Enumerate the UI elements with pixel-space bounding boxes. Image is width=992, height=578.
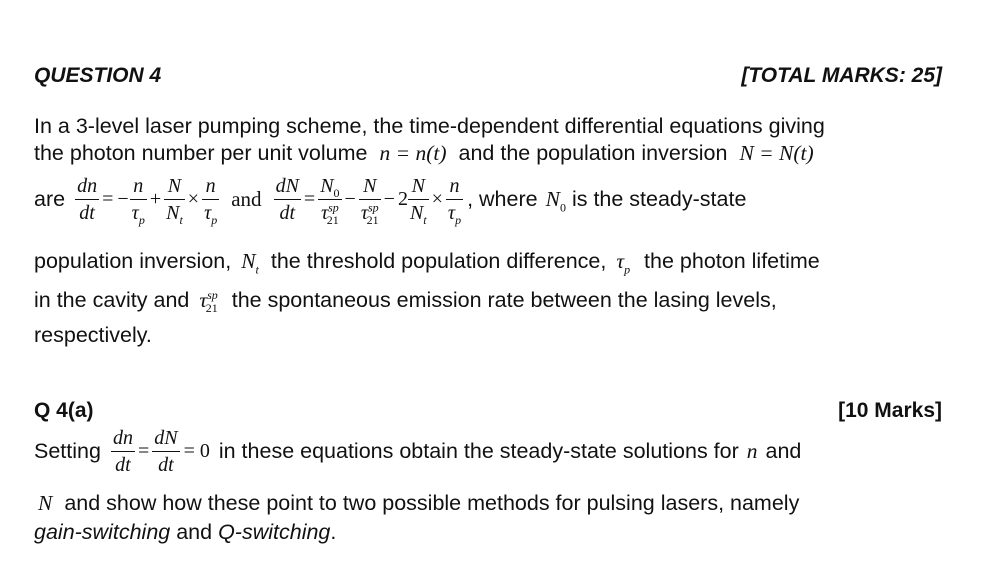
N-numerator: N (164, 176, 185, 200)
tau-p-denominator-3: $\tau_p$ (447, 202, 462, 227)
and-text-a2: and (176, 520, 213, 544)
tau-p-symbol: $\tau_p$ (616, 249, 631, 277)
minus-sign: − (117, 188, 129, 210)
equation-line (34, 175, 747, 227)
minus-sign-2: − (344, 188, 356, 210)
intro-line-2a: the photon number per unit volume (34, 141, 368, 165)
intro-line-2 (34, 141, 814, 166)
dn-dt-fraction (75, 176, 99, 223)
part-a-line-1 (34, 428, 801, 475)
gain-switching-text: gain-switching (34, 520, 171, 544)
N-over-Nt-fraction-2 (408, 175, 429, 227)
dn-dt-fraction-a (111, 428, 135, 475)
dn-numerator-a: dn (111, 428, 135, 452)
n-over-tau-fraction-2 (202, 175, 219, 227)
equals-sign: = (102, 188, 114, 210)
intro-line-5a: in the cavity and (34, 288, 190, 312)
n-numerator: n (130, 176, 147, 200)
n-over-tau-fraction-3 (446, 175, 463, 227)
N-numerator-2: N (359, 176, 381, 200)
tau21-denominator-2: $\tau^{sp}_{21}$ (360, 200, 379, 227)
dt-denominator-a2: dt (158, 454, 174, 476)
part-a-line-1b: in these equations obtain the steady-state solutions for (218, 439, 739, 463)
intro-line-4c: the photon lifetime (644, 249, 820, 273)
and-text-a: and (765, 439, 802, 463)
dN-dt-fraction-a (152, 428, 179, 475)
N-over-Nt-fraction (164, 175, 185, 227)
n-symbol-a: n (746, 439, 758, 463)
intro-line-5b: the spontaneous emission rate between the lasing levels, (231, 288, 777, 312)
part-a-line-2 (34, 491, 799, 516)
two-coefficient: 2 (397, 188, 408, 210)
steady-state-text: is the steady-state (571, 187, 747, 211)
Nt-symbol: $N_t$ (241, 249, 259, 277)
equals-sign-2: = (303, 188, 316, 210)
part-a-label: Q 4(a) (34, 399, 94, 422)
are-text: are (34, 187, 66, 211)
and-text: and (231, 187, 262, 211)
period: . (330, 520, 337, 544)
tau21-denominator: $\tau^{sp}_{21}$ (320, 200, 339, 227)
intro-line-2b: and the population inversion (458, 141, 728, 165)
N-over-tau21-fraction (359, 175, 381, 227)
tau21-symbol: $\tau^{sp}_{21}$ (199, 287, 218, 316)
Nt-denominator-2: $N_t$ (409, 202, 427, 227)
dN-numerator-a: dN (152, 428, 179, 452)
dt-denominator-a: dt (115, 454, 131, 476)
tau-p-denominator: $\tau_p$ (131, 202, 145, 227)
N-numerator-3: N (408, 176, 429, 200)
n-numerator-3: n (446, 176, 463, 200)
where-text: , where (467, 187, 538, 211)
question-title: QUESTION 4 (34, 64, 162, 87)
dN-numerator: dN (274, 176, 301, 200)
q-switching-text: Q-switching (218, 520, 331, 544)
n-definition: n = n(t) (379, 141, 447, 165)
n-numerator-2: n (202, 176, 219, 200)
minus-sign-3: − (383, 188, 395, 210)
times-sign-2: × (431, 188, 443, 210)
n-over-tau-fraction (130, 175, 147, 227)
dN-dt-fraction (274, 176, 301, 223)
intro-line-6: respectively. (34, 323, 152, 347)
part-a-marks: [10 Marks] (838, 399, 942, 422)
intro-line-4a: population inversion, (34, 249, 232, 273)
N0-numerator: $N_0$ (320, 175, 340, 200)
dn-numerator: dn (75, 176, 99, 200)
N0-over-tau21-fraction (318, 175, 341, 227)
setting-text: Setting (34, 439, 101, 463)
part-a-line-3 (34, 520, 336, 545)
Nt-denominator: $N_t$ (166, 202, 183, 227)
dt-denominator: dt (79, 202, 95, 224)
equals-zero: = 0 (183, 440, 210, 462)
times-sign: × (187, 188, 200, 210)
plus-sign: + (149, 188, 162, 210)
N-definition: N = N(t) (739, 141, 814, 165)
equals-sign-a: = (137, 440, 150, 462)
intro-line-1: In a 3-level laser pumping scheme, the time-dependent differential equations giving (34, 114, 825, 138)
intro-line-4b: the threshold population difference, (270, 249, 607, 273)
total-marks: [TOTAL MARKS: 25] (741, 64, 942, 87)
dt-denominator-2: dt (279, 202, 296, 224)
tau-p-denominator-2: $\tau_p$ (204, 202, 218, 227)
intro-line-5 (34, 287, 777, 316)
intro-line-4 (34, 249, 820, 277)
part-a-line-2-text: and show how these point to two possible methods for pulsing lasers, namely (64, 491, 800, 515)
N0-symbol: $N_0$ (545, 187, 566, 215)
N-symbol-a: N (38, 491, 53, 515)
